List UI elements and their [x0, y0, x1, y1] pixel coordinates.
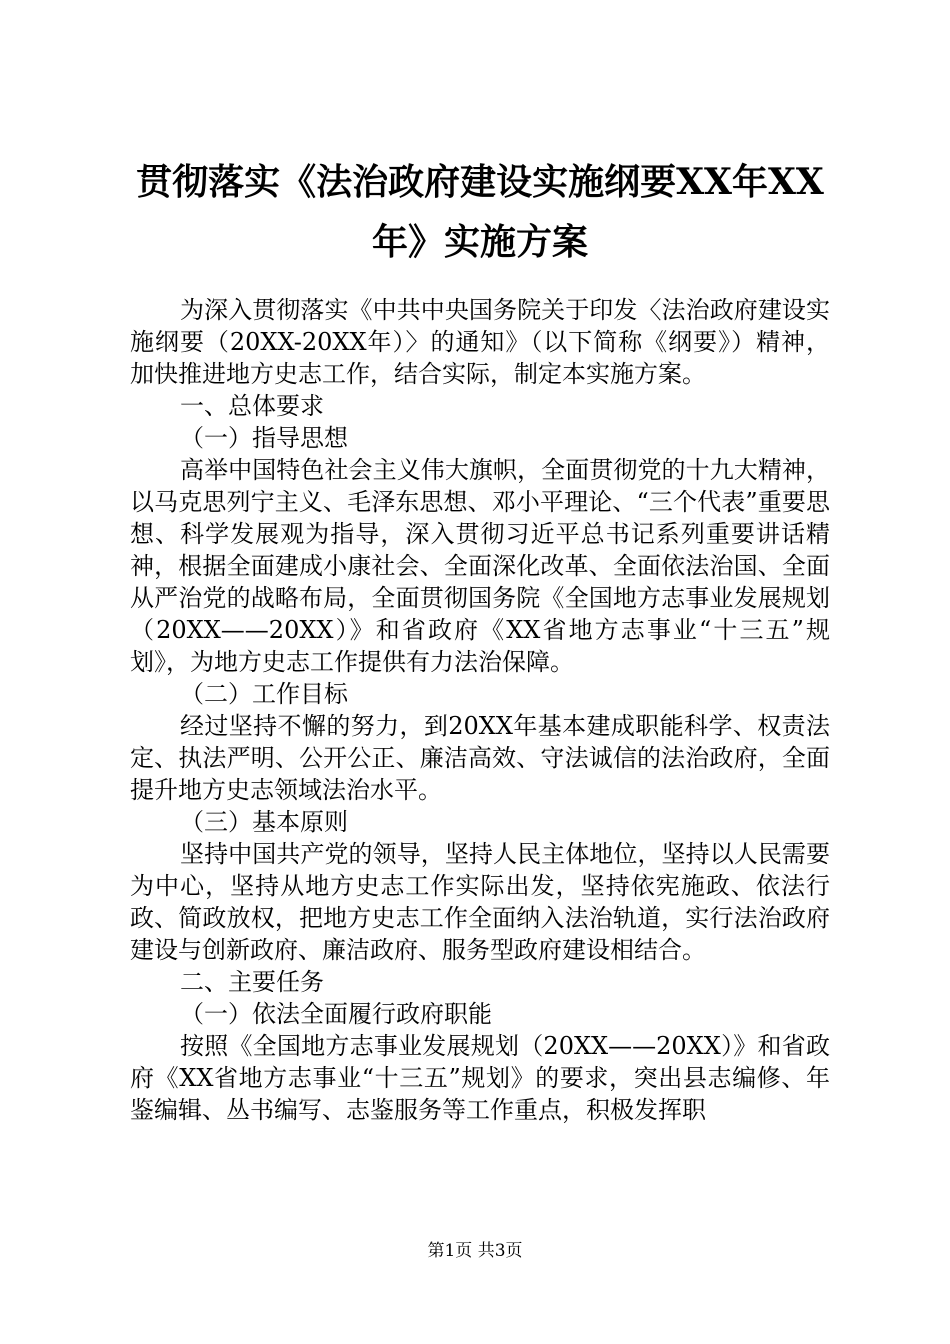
document-title-line-1: 贯彻落实《法治政府建设实施纲要XX年XX: [136, 161, 824, 203]
document-title-line-2: 年》实施方案: [371, 221, 588, 263]
document-body: [130, 294, 830, 1126]
section-1-heading: 一、总体要求: [180, 392, 324, 420]
section-1-sub-2-paragraph: 经过坚持不懈的努力，到20XX年基本建成职能科学、权责法定、执法严明、公开公正、廉洁高效、守法诚信的法治政府，全面提升地方史志领域法治水平。: [130, 712, 830, 804]
section-2-heading: 二、主要任务: [180, 968, 324, 996]
section-1-sub-2-heading: （二）工作目标: [180, 680, 348, 708]
intro-paragraph: 为深入贯彻落实《中共中央国务院关于印发〈法治政府建设实施纲要（20XX-20XX年）〉的通知》（以下简称《纲要》）精神，加快推进地方史志工作，结合实际，制定本实施方案。: [130, 296, 830, 388]
section-1-sub-3-heading: （三）基本原则: [180, 808, 348, 836]
section-2-sub-1-paragraph: 按照《全国地方志事业发展规划（20XX——20XX）》和省政府《XX省地方志事业“十三五”规划》的要求，突出县志编修、年鉴编辑、丛书编写、志鉴服务等工作重点，积极发挥职: [130, 1032, 830, 1124]
section-1-sub-1-paragraph: 高举中国特色社会主义伟大旗帜，全面贯彻党的十九大精神，以马克思列宁主义、毛泽东思想、邓小平理论、“三个代表”重要思想、科学发展观为指导，深入贯彻习近平总书记系列重要讲话精神，根据全面建成小康社会、全面深化改革、全面依法治国、全面从严治党的战略布局，全面贯彻国务院《全国地方志事业发展规划（20XX——20XX）》和省政府《XX省地方志事业“十三五”规划》，为地方史志工作提供有力法治保障。: [130, 456, 830, 676]
section-1-sub-3-paragraph: 坚持中国共产党的领导，坚持人民主体地位，坚持以人民需要为中心，坚持从地方史志工作实际出发，坚持依宪施政、依法行政、简政放权，把地方史志工作全面纳入法治轨道，实行法治政府建设与创新政府、廉洁政府、服务型政府建设相结合。: [130, 840, 830, 964]
page-footer: 第1页 共3页: [427, 1241, 523, 1261]
section-1-sub-1-heading: （一）指导思想: [180, 424, 348, 452]
section-2-sub-1-heading: （一）依法全面履行政府职能: [180, 1000, 492, 1028]
